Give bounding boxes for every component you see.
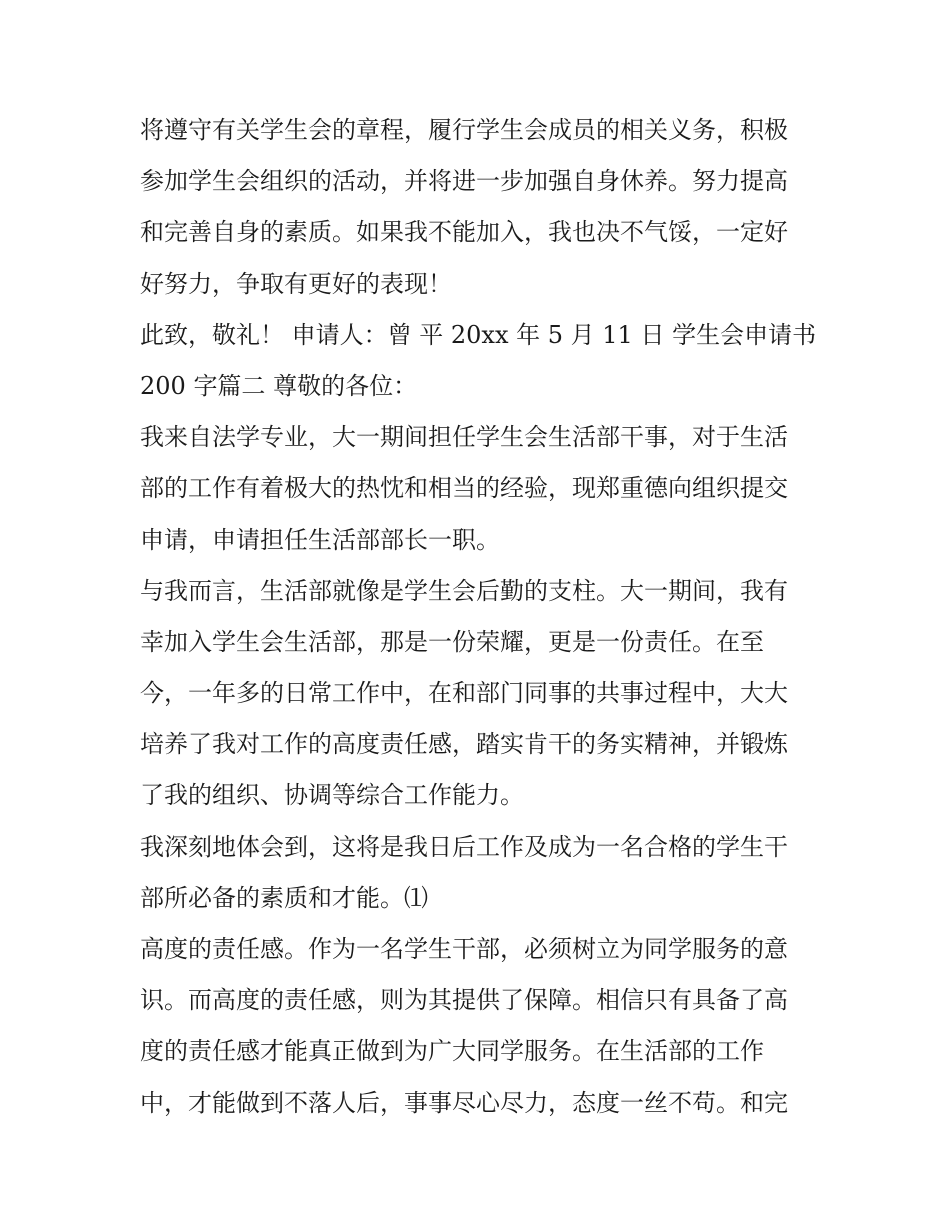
text-line: 和完善自身的素质。如果我不能加入，我也决不气馁，一定好	[140, 218, 788, 247]
text-line: 幸加入学生会生活部，那是一份荣耀，更是一份责任。在至	[140, 627, 764, 656]
text-line: 高度的责任感。作为一名学生干部，必须树立为同学服务的意	[140, 935, 788, 963]
text-line: 培养了我对工作的高度责任感，踏实肯干的务实精神，并锻炼	[140, 730, 788, 759]
body-text	[140, 108, 820, 1132]
text-line: 200 字篇二 尊敬的各位：	[140, 371, 418, 400]
text-line: 参加学生会组织的活动，并将进一步加强自身休养。努力提高	[140, 167, 788, 196]
text-line: 与我而言，生活部就像是学生会后勤的支柱。大一期间，我有	[140, 576, 788, 605]
text-line: 申请，申请担任生活部部长一职。	[140, 525, 500, 554]
text-line: 我来自法学专业，大一期间担任学生会生活部干事，对于生活	[140, 423, 788, 452]
text-line: 识。而高度的责任感，则为其提供了保障。相信只有具备了高	[140, 986, 788, 1015]
text-line: 好努力，争取有更好的表现！	[140, 269, 452, 298]
text-line: 了我的组织、协调等综合工作能力。	[140, 781, 524, 810]
text-line: 今，一年多的日常工作中，在和部门同事的共事过程中，大大	[140, 679, 788, 708]
text-line: 中，才能做到不落人后，事事尽心尽力，态度一丝不苟。和完	[140, 1088, 788, 1117]
text-line: 部的工作有着极大的热忱和相当的经验，现郑重德向组织提交	[140, 474, 788, 503]
text-line: 度的责任感才能真正做到为广大同学服务。在生活部的工作	[140, 1037, 764, 1066]
text-line: 此致，敬礼！ 申请人：曾 平 20xx 年 5 月 11 日 学生会申请书	[140, 320, 817, 349]
text-line: 将遵守有关学生会的章程，履行学生会成员的相关义务，积极	[140, 116, 788, 144]
text-line: 部所必备的素质和才能。⑴	[140, 883, 428, 912]
text-line: 我深刻地体会到，这将是我日后工作及成为一名合格的学生干	[140, 832, 788, 861]
